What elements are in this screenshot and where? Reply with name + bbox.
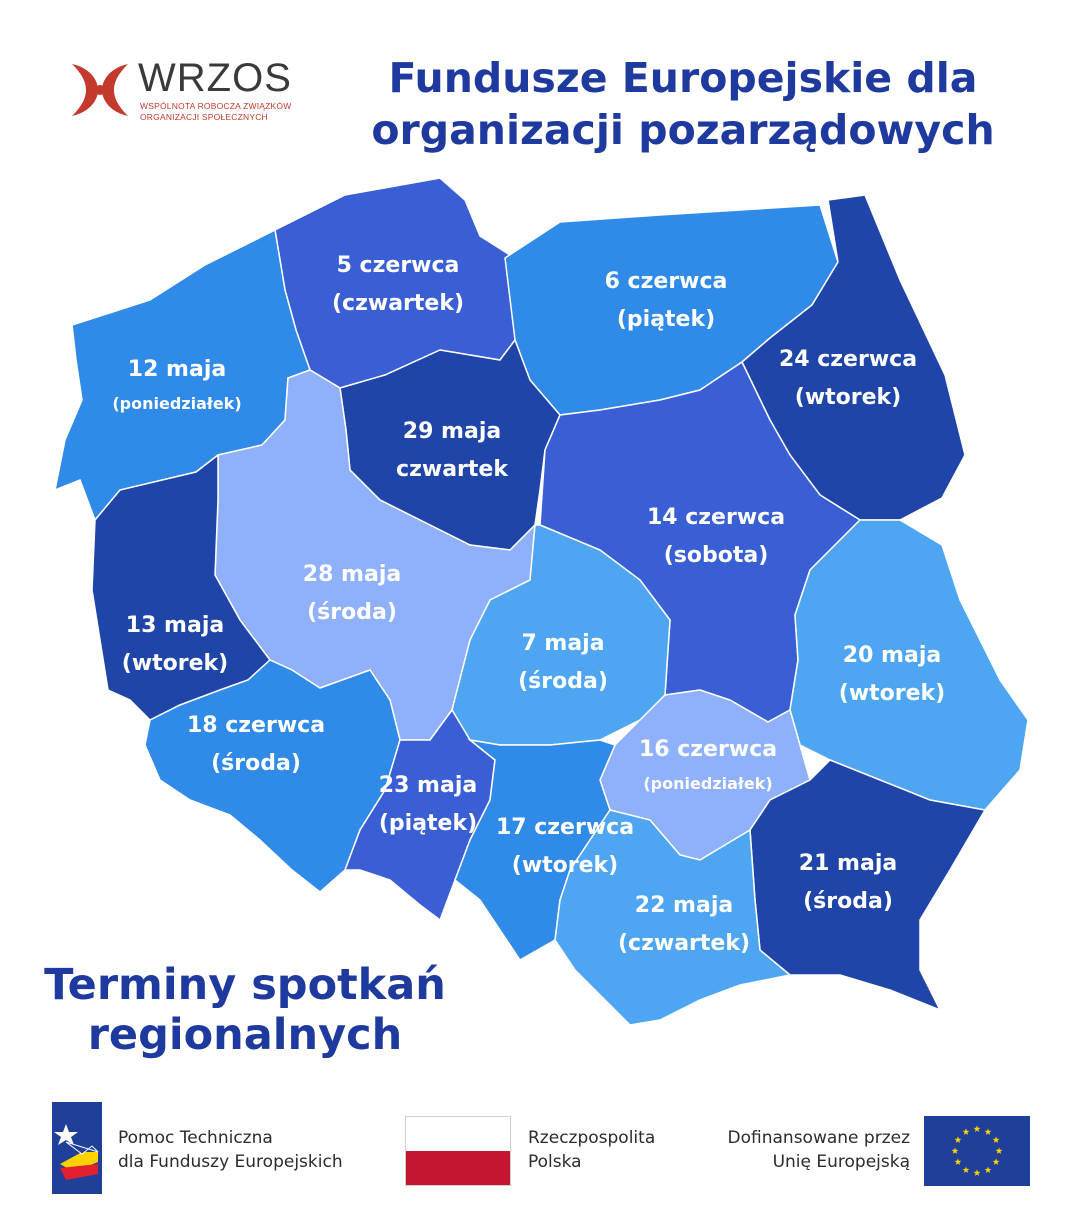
region-date-label: 5 czerwca bbox=[336, 253, 460, 278]
region-date-label: 18 czerwca bbox=[186, 713, 326, 738]
region-day-label: (wtorek) bbox=[838, 681, 946, 706]
subtitle-line1: Terminy spotkań bbox=[44, 960, 446, 1010]
logo-subtitle-line2: ORGANIZACJI SPOŁECZNYCH bbox=[140, 112, 268, 122]
region-date-label: 21 maja bbox=[798, 851, 898, 876]
region-date-label: 17 czerwca bbox=[495, 815, 635, 840]
footer-rp-line2: Polska bbox=[528, 1152, 582, 1172]
footer-rp-text bbox=[528, 1126, 655, 1174]
region-day-label: (środa) bbox=[803, 889, 893, 914]
region-day-label: (poniedziałek) bbox=[112, 394, 242, 413]
region-date-label: 28 maja bbox=[302, 562, 402, 587]
eu-flag-icon bbox=[924, 1116, 1030, 1186]
logo-subtitle-line1: WSPÓLNOTA ROBOCZA ZWIĄZKÓW bbox=[140, 101, 292, 111]
region-day-label: (środa) bbox=[518, 669, 608, 694]
footer-rp-line1: Rzeczpospolita bbox=[528, 1128, 656, 1148]
region-day-label: (wtorek) bbox=[794, 385, 902, 410]
region-date-label: 23 maja bbox=[378, 773, 478, 798]
footer-eu-line2: Unię Europejską bbox=[772, 1152, 910, 1172]
region-day-label: (poniedziałek) bbox=[643, 774, 773, 793]
region-date-label: 13 maja bbox=[125, 613, 225, 638]
region-day-label: czwartek bbox=[396, 457, 508, 482]
logo-name: WRZOS bbox=[138, 56, 292, 100]
region-date-label: 6 czerwca bbox=[604, 269, 728, 294]
region-day-label: (piątek) bbox=[378, 811, 478, 836]
footer-eu-line1: Dofinansowane przez bbox=[727, 1128, 910, 1148]
region-day-label: (wtorek) bbox=[511, 853, 619, 878]
footer-eu-text bbox=[700, 1126, 910, 1174]
region-day-label: (sobota) bbox=[663, 543, 769, 568]
region-date-label: 7 maja bbox=[521, 631, 605, 656]
page-title-line2: organizacji pozarządowych bbox=[371, 106, 995, 154]
region-date-label: 12 maja bbox=[127, 357, 227, 382]
region-day-label: (środa) bbox=[307, 600, 397, 625]
region-day-label: (piątek) bbox=[616, 307, 716, 332]
page-title-line1: Fundusze Europejskie dla bbox=[388, 54, 978, 102]
region-day-label: (czwartek) bbox=[331, 291, 465, 316]
footer-pt-line1: Pomoc Techniczna bbox=[118, 1128, 273, 1148]
region-date-label: 22 maja bbox=[634, 893, 734, 918]
region-date-label: 29 maja bbox=[402, 419, 502, 444]
subtitle bbox=[20, 960, 470, 1060]
polish-flag-icon bbox=[405, 1116, 511, 1186]
region-date-label: 14 czerwca bbox=[646, 505, 786, 530]
region-date-label: 20 maja bbox=[842, 643, 942, 668]
fe-logo-icon bbox=[52, 1102, 102, 1194]
region-date-label: 16 czerwca bbox=[638, 737, 778, 762]
region-day-label: (czwartek) bbox=[617, 931, 751, 956]
footer-pt-text bbox=[118, 1126, 343, 1174]
footer-pt-line2: dla Funduszy Europejskich bbox=[118, 1152, 343, 1172]
region-day-label: (wtorek) bbox=[121, 651, 229, 676]
region-date-label: 24 czerwca bbox=[778, 347, 918, 372]
subtitle-line2: regionalnych bbox=[87, 1010, 403, 1060]
region-day-label: (środa) bbox=[211, 751, 301, 776]
